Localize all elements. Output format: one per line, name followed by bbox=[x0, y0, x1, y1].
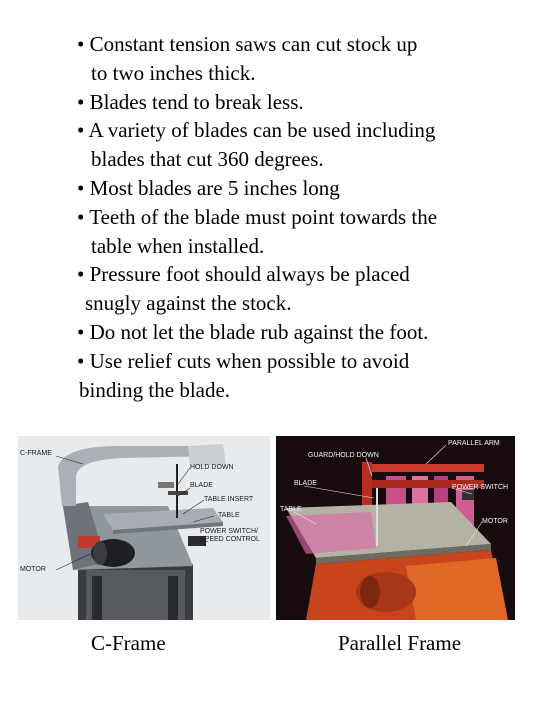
bullet-line: to two inches thick. bbox=[91, 60, 256, 85]
callout-label: MOTOR bbox=[482, 518, 508, 525]
callout-label: BLADE bbox=[294, 480, 317, 487]
callout-label: C-FRAME bbox=[20, 450, 52, 457]
callout-label: HOLD DOWN bbox=[190, 464, 234, 471]
parallel-frame-saw-illustration bbox=[276, 436, 515, 620]
bullet-line: • Use relief cuts when possible to avoid bbox=[77, 348, 410, 373]
bullet-line: • Most blades are 5 inches long bbox=[77, 175, 340, 200]
bullet-line: • A variety of blades can be used including bbox=[77, 118, 436, 143]
bullet-line: • Pressure foot should always be placed bbox=[77, 262, 410, 287]
bullet-line: table when installed. bbox=[91, 233, 265, 258]
callout-label: MOTOR bbox=[20, 566, 46, 573]
callout-label: TABLE INSERT bbox=[204, 496, 254, 503]
bullet-line: blades that cut 360 degrees. bbox=[91, 147, 324, 172]
parallel-frame-caption: Parallel Frame bbox=[338, 631, 462, 655]
callout-label: BLADE bbox=[190, 482, 213, 489]
parallel-frame-saw-photo bbox=[276, 436, 515, 620]
callout-label: POWER SWITCH bbox=[452, 484, 508, 491]
callout-label: TABLE bbox=[218, 512, 240, 519]
c-frame-caption: C-Frame bbox=[91, 631, 166, 655]
c-frame-saw-photo bbox=[18, 436, 270, 620]
bullet-line: • Teeth of the blade must point towards the bbox=[77, 204, 438, 229]
bullet-line: • Do not let the blade rub against the foot. bbox=[77, 319, 429, 344]
bullet-line: snugly against the stock. bbox=[85, 291, 292, 316]
callout-label: POWER SWITCH/ bbox=[200, 528, 258, 535]
callout-label: SPEED CONTROL bbox=[200, 536, 260, 543]
bullet-line: binding the blade. bbox=[79, 377, 231, 402]
callout-label: PARALLEL ARM bbox=[448, 440, 500, 447]
callout-label: GUARD/HOLD DOWN bbox=[308, 452, 379, 459]
bullet-line: • Blades tend to break less. bbox=[77, 89, 304, 114]
callout-label: TABLE bbox=[280, 506, 302, 513]
bullet-list bbox=[77, 30, 527, 404]
bullet-line: • Constant tension saws can cut stock up bbox=[77, 32, 418, 56]
